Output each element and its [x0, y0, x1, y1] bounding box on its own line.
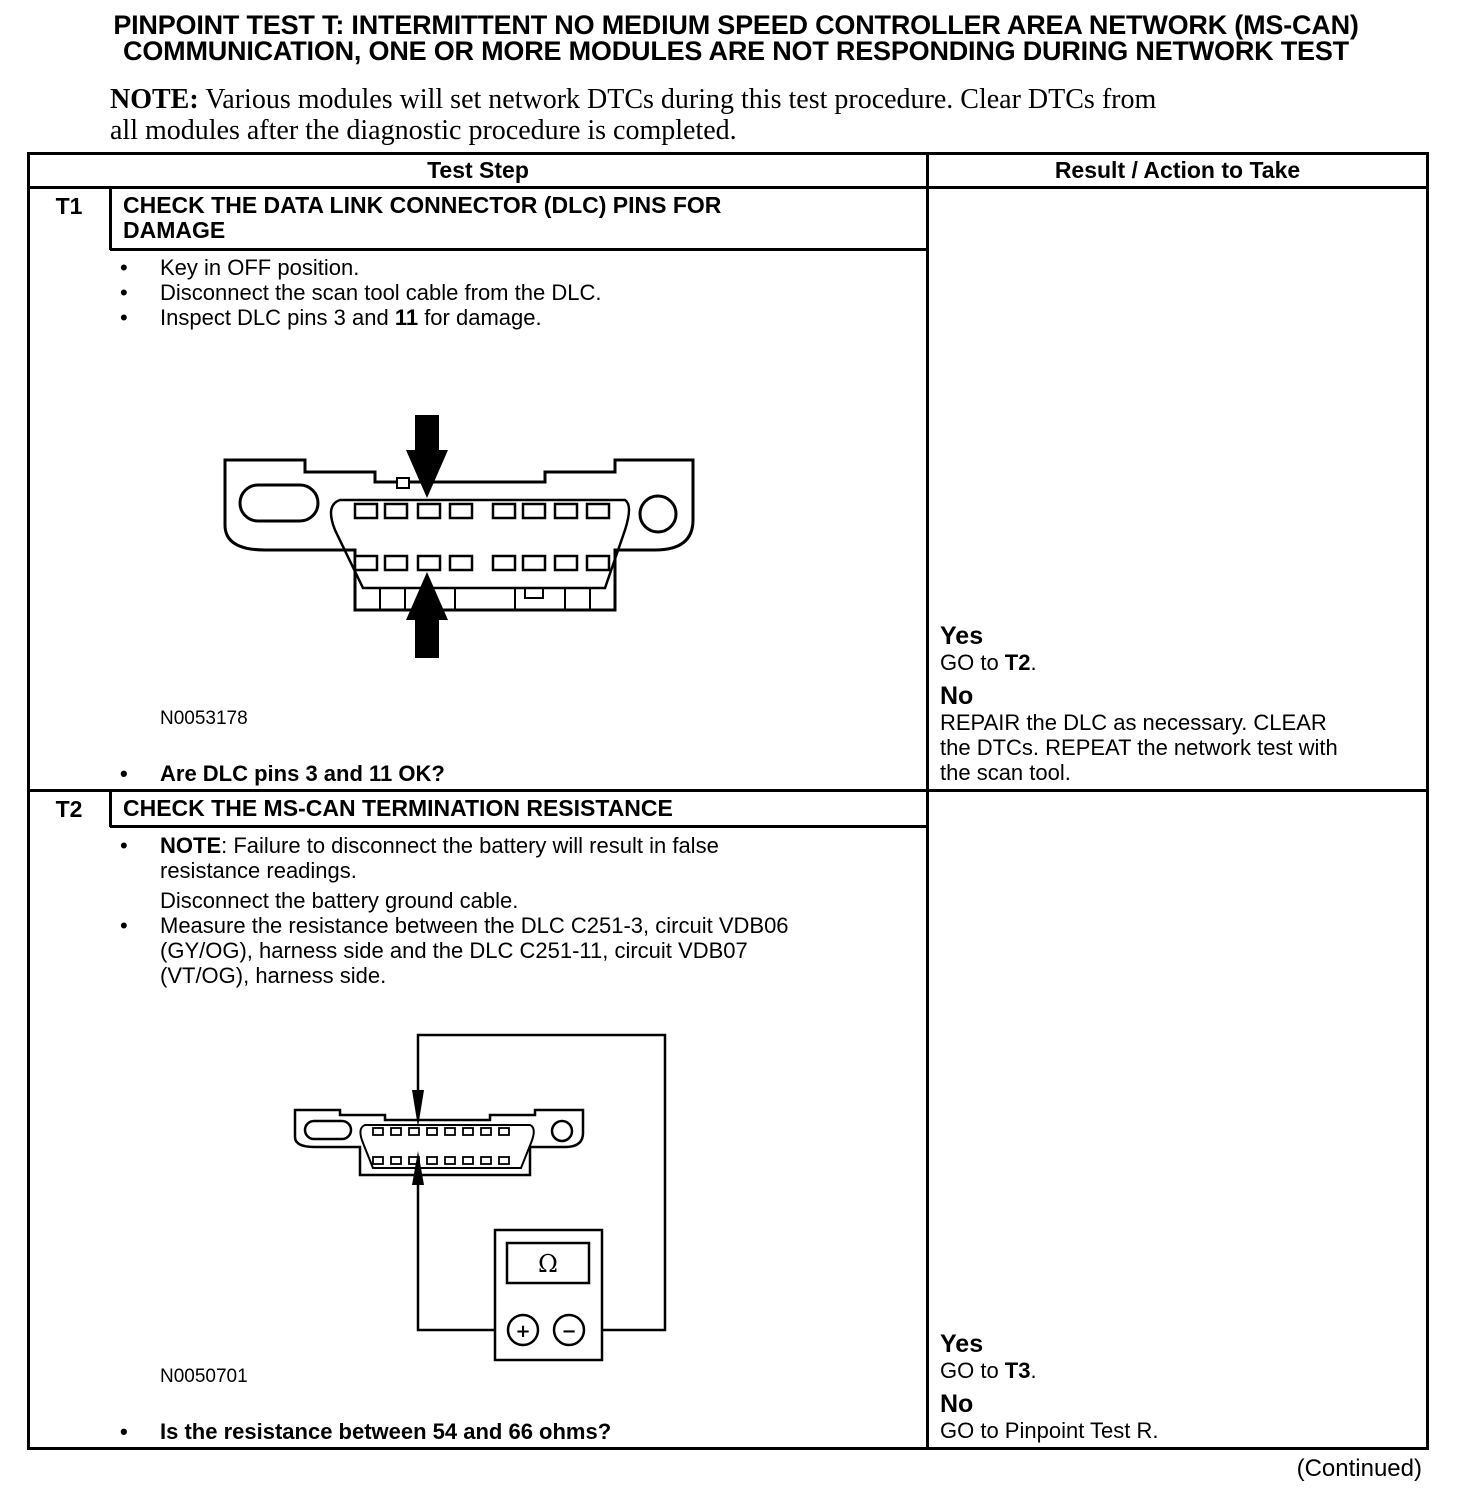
- pin-row-top: [355, 504, 609, 518]
- t2-note-label: NOTE: [160, 833, 222, 858]
- t2-bullet-2-line-1: Measure the resistance between the DLC C251-3, circuit VDB06: [160, 913, 789, 938]
- header-test-step: Test Step: [427, 157, 529, 183]
- table-border-bottom: [27, 1447, 1429, 1450]
- t2-result: [940, 1330, 1420, 1443]
- t1-id-divider: [109, 186, 112, 250]
- t1-yes-post: .: [1030, 650, 1037, 675]
- mount-hole: [640, 496, 676, 532]
- t1-yes-label: Yes: [940, 622, 984, 650]
- t2-yes-action: [940, 1358, 1420, 1383]
- t1-bullet-3-text: [160, 305, 920, 330]
- arrow-down-icon: [406, 415, 448, 498]
- t2-bullet-2-line-2: (GY/OG), harness side and the DLC C251-11, circuit VDB07: [160, 938, 748, 963]
- bullet-dot: •: [120, 255, 128, 280]
- note-label: NOTE:: [110, 84, 199, 115]
- t1-yes-target: T2: [1004, 650, 1031, 675]
- bullet-dot: •: [120, 833, 128, 858]
- continued-label: (Continued): [1296, 1455, 1422, 1482]
- pin-row-bottom: [355, 556, 609, 570]
- plus-icon: +: [515, 1321, 531, 1342]
- t2-no-action: GO to Pinpoint Test R.: [940, 1418, 1159, 1443]
- t2-yes-pre: GO to: [940, 1358, 1005, 1383]
- minus-icon: −: [561, 1321, 577, 1342]
- t1-bullet-3-post: for damage.: [418, 305, 542, 330]
- note-line-1: Various modules will set network DTCs during this test procedure. Clear DTCs from: [205, 84, 1157, 115]
- ohm-symbol: Ω: [538, 1250, 558, 1278]
- bullet-dot: •: [120, 1419, 128, 1444]
- mount-hole: [552, 1121, 572, 1141]
- t2-yes-target: T3: [1004, 1358, 1031, 1383]
- t1-result: [940, 622, 1420, 785]
- t1-question-text: Are DLC pins 3 and 11 OK?: [160, 761, 445, 786]
- t2-note-line-1: : Failure to disconnect the battery will result in false: [221, 833, 719, 858]
- dlc-connector-figure: [215, 410, 705, 670]
- t1-bullet-3-bold: 11: [394, 305, 419, 330]
- t2-bullet-2-line-3: (VT/OG), harness side.: [160, 963, 387, 988]
- t1-title-divider: [110, 248, 928, 251]
- table-border-right: [1426, 152, 1429, 1450]
- probe-wire-bottom: [418, 1185, 507, 1330]
- t2-step-title: CHECK THE MS-CAN TERMINATION RESISTANCE: [123, 795, 673, 821]
- t1-figure-id: N0053178: [160, 708, 248, 729]
- t2-bullet-1-text: [160, 833, 920, 913]
- page-title: [0, 12, 1472, 64]
- bullet-dot: •: [120, 913, 128, 938]
- t1-yes-pre: GO to: [940, 650, 1005, 675]
- t1-no-line-1: REPAIR the DLC as necessary. CLEAR: [940, 710, 1327, 735]
- t1-title-line-1: CHECK THE DATA LINK CONNECTOR (DLC) PINS FOR: [123, 192, 722, 218]
- t2-id-divider: [109, 789, 112, 827]
- t1-step-title: [123, 193, 903, 243]
- t1-bullet-2-text: Disconnect the scan tool cable from the DLC.: [160, 280, 602, 305]
- t2-yes-label: Yes: [940, 1330, 984, 1358]
- probe-arrows: [412, 1090, 424, 1185]
- arrow-down-icon: [412, 1090, 424, 1127]
- t1-no-label: No: [940, 682, 974, 710]
- bullet-dot: •: [120, 280, 128, 305]
- t1-title-line-2: DAMAGE: [123, 217, 226, 243]
- t2-note-line-2: resistance readings.: [160, 858, 357, 883]
- t2-bullet-2-text: [160, 913, 920, 988]
- title-line-2: COMMUNICATION, ONE OR MORE MODULES ARE NOT RESPONDING DURING NETWORK TEST: [123, 36, 1349, 66]
- t2-no-label: No: [940, 1390, 974, 1418]
- t2-title-divider: [110, 825, 928, 828]
- t1-bullet-3-pre: Inspect DLC pins 3 and: [160, 305, 395, 330]
- bullet-dot: •: [120, 761, 128, 786]
- t1-no-line-3: the scan tool.: [940, 760, 1071, 785]
- row-divider: [27, 789, 1429, 792]
- t2-yes-post: .: [1030, 1358, 1037, 1383]
- bullet-dot: •: [120, 305, 128, 330]
- column-divider: [926, 152, 929, 1450]
- note-line-2: all modules after the diagnostic procedure is completed.: [110, 115, 737, 146]
- intro-note: [110, 84, 1360, 146]
- t2-note-line-3: Disconnect the battery ground cable.: [160, 888, 519, 913]
- t2-question-text: Is the resistance between 54 and 66 ohms?: [160, 1419, 612, 1444]
- title-line-1: PINPOINT TEST T: INTERMITTENT NO MEDIUM SPEED CONTROLLER AREA NETWORK (MS-CAN): [113, 10, 1359, 40]
- t1-no-line-2: the DTCs. REPEAT the network test with: [940, 735, 1338, 760]
- arrow-up-icon: [406, 572, 448, 658]
- t2-figure-id: N0050701: [160, 1366, 248, 1387]
- pin-indicator-arrows: [406, 415, 448, 658]
- pin-row-top: [373, 1128, 509, 1135]
- t1-yes-action: [940, 650, 1420, 675]
- resistance-test-figure: [285, 1025, 685, 1365]
- mount-oval: [240, 485, 318, 521]
- t1-bullet-1-text: Key in OFF position.: [160, 255, 360, 280]
- mount-oval: [305, 1121, 351, 1139]
- t1-step-id: T1: [55, 193, 83, 219]
- pin-row-bottom: [373, 1157, 509, 1164]
- header-result: Result / Action to Take: [1054, 157, 1301, 183]
- t2-step-id: T2: [55, 796, 83, 822]
